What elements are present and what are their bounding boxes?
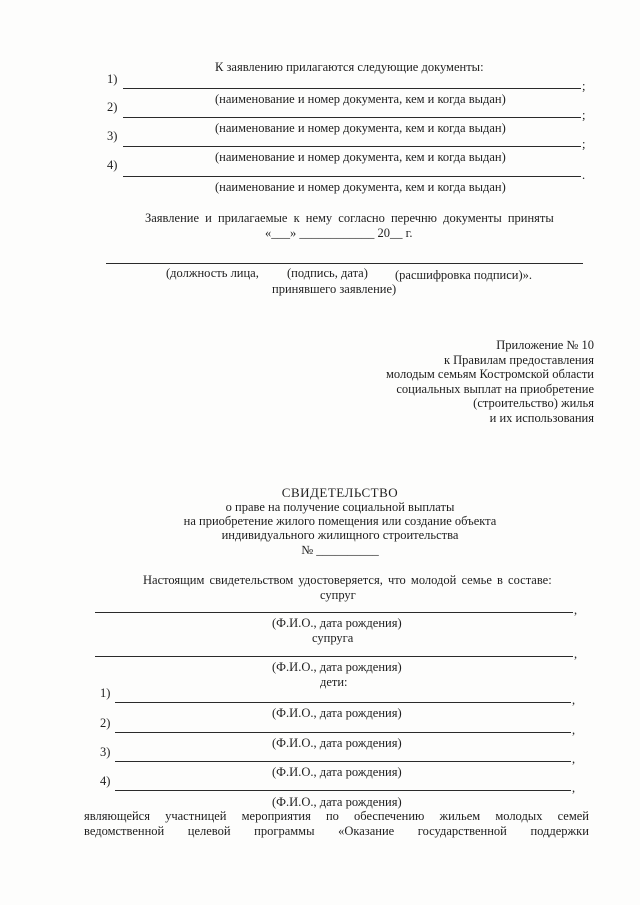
comma: ,: [572, 781, 576, 795]
attachment-end: .: [582, 168, 586, 182]
certificate-number: № __________: [301, 542, 379, 557]
child-line: [115, 702, 571, 703]
attachment-caption: (наименование и номер документа, кем и когда выдан): [215, 92, 506, 106]
child-caption: (Ф.И.О., дата рождения): [272, 706, 402, 720]
attachment-end: ;: [582, 137, 586, 151]
comma: ,: [572, 723, 576, 737]
appendix-line: и их использования: [489, 410, 594, 425]
word: семей: [557, 809, 589, 823]
certificate-intro: Настоящим свидетельством удостоверяется, что молодой семье в составе:: [143, 573, 552, 587]
attachment-input-line: [123, 117, 581, 118]
attachment-input-line: [123, 146, 581, 147]
word: по: [325, 809, 339, 823]
attachment-caption: (наименование и номер документа, кем и когда выдан): [215, 121, 506, 135]
word: жильем: [439, 809, 481, 823]
attachment-input-line: [123, 176, 581, 177]
word: программы: [254, 824, 315, 838]
appendix-line: социальных выплат на приобретение: [396, 381, 594, 396]
certificate-subtitle: [0, 500, 640, 557]
word: мероприятия: [241, 809, 311, 823]
certificate-subtitle-line: о праве на получение социальной выплаты: [225, 500, 455, 514]
word: молодых: [495, 809, 543, 823]
child-number: 1): [100, 686, 111, 700]
spouse-husband-label: супруг: [320, 588, 356, 602]
spouse-husband-line: [95, 612, 573, 613]
child-caption: (Ф.И.О., дата рождения): [272, 795, 402, 809]
attachment-end: ;: [582, 79, 586, 93]
spouse-wife-label: супруга: [312, 631, 354, 645]
child-line: [115, 790, 571, 791]
attachment-number: 3): [107, 129, 118, 143]
child-number: 2): [100, 716, 111, 730]
attachment-number: 4): [107, 158, 118, 172]
certificate-subtitle-line: индивидуального жилищного строительства: [221, 528, 459, 543]
children-label: дети:: [320, 675, 348, 689]
signature-caption-sign: (подпись, дата): [287, 266, 368, 280]
attachment-input-line: [123, 88, 581, 89]
child-number: 3): [100, 745, 111, 759]
spouse-wife-caption: (Ф.И.О., дата рождения): [272, 660, 402, 674]
attachment-number: 1): [107, 72, 118, 86]
accepted-date: «___» ____________ 20__ г.: [265, 226, 413, 240]
signature-caption-position: (должность лица,: [166, 266, 259, 280]
certificate-title: СВИДЕТЕЛЬСТВО: [281, 485, 399, 500]
word: ведомственной: [84, 824, 165, 838]
appendix-line: к Правилам предоставления: [443, 352, 594, 367]
word: государственной: [417, 824, 507, 838]
signature-caption-line2: принявшего заявление): [272, 282, 397, 296]
attachment-caption: (наименование и номер документа, кем и когда выдан): [215, 150, 506, 164]
attachments-heading: К заявлению прилагаются следующие документы:: [215, 60, 484, 74]
child-line: [115, 732, 571, 733]
appendix-line: молодым семьям Костромской области: [385, 367, 594, 381]
word: участницей: [165, 809, 227, 823]
spouse-wife-line: [95, 656, 573, 657]
child-caption: (Ф.И.О., дата рождения): [272, 765, 402, 779]
appendix-line: (строительство) жилья: [473, 396, 594, 410]
appendix-block: [386, 338, 594, 425]
child-number: 4): [100, 774, 111, 788]
signature-line: [106, 263, 583, 264]
word: «Оказание: [338, 824, 395, 838]
paragraph-line-2: [84, 824, 589, 838]
accepted-word: Заявление и прилагаемые к нему согласно перечню документы приняты: [145, 211, 554, 225]
word: целевой: [187, 824, 231, 838]
comma: ,: [572, 693, 576, 707]
child-line: [115, 761, 571, 762]
appendix-line: Приложение № 10: [496, 338, 594, 352]
attachment-caption: (наименование и номер документа, кем и когда выдан): [215, 180, 506, 194]
spouse-husband-caption: (Ф.И.О., дата рождения): [272, 616, 402, 630]
attachment-number: 2): [107, 100, 118, 114]
attachment-end: ;: [582, 108, 586, 122]
certificate-subtitle-line: на приобретение жилого помещения или создание объекта: [183, 514, 497, 529]
comma: ,: [572, 752, 576, 766]
signature-caption-decode: (расшифровка подписи)».: [395, 268, 532, 282]
comma: ,: [574, 603, 578, 617]
paragraph-line-1: [84, 809, 589, 823]
child-caption: (Ф.И.О., дата рождения): [272, 736, 402, 750]
comma: ,: [574, 647, 578, 661]
word: поддержки: [530, 824, 589, 838]
accepted-statement: [145, 211, 586, 225]
word: являющейся: [84, 809, 150, 823]
word: обеспечению: [354, 809, 425, 823]
